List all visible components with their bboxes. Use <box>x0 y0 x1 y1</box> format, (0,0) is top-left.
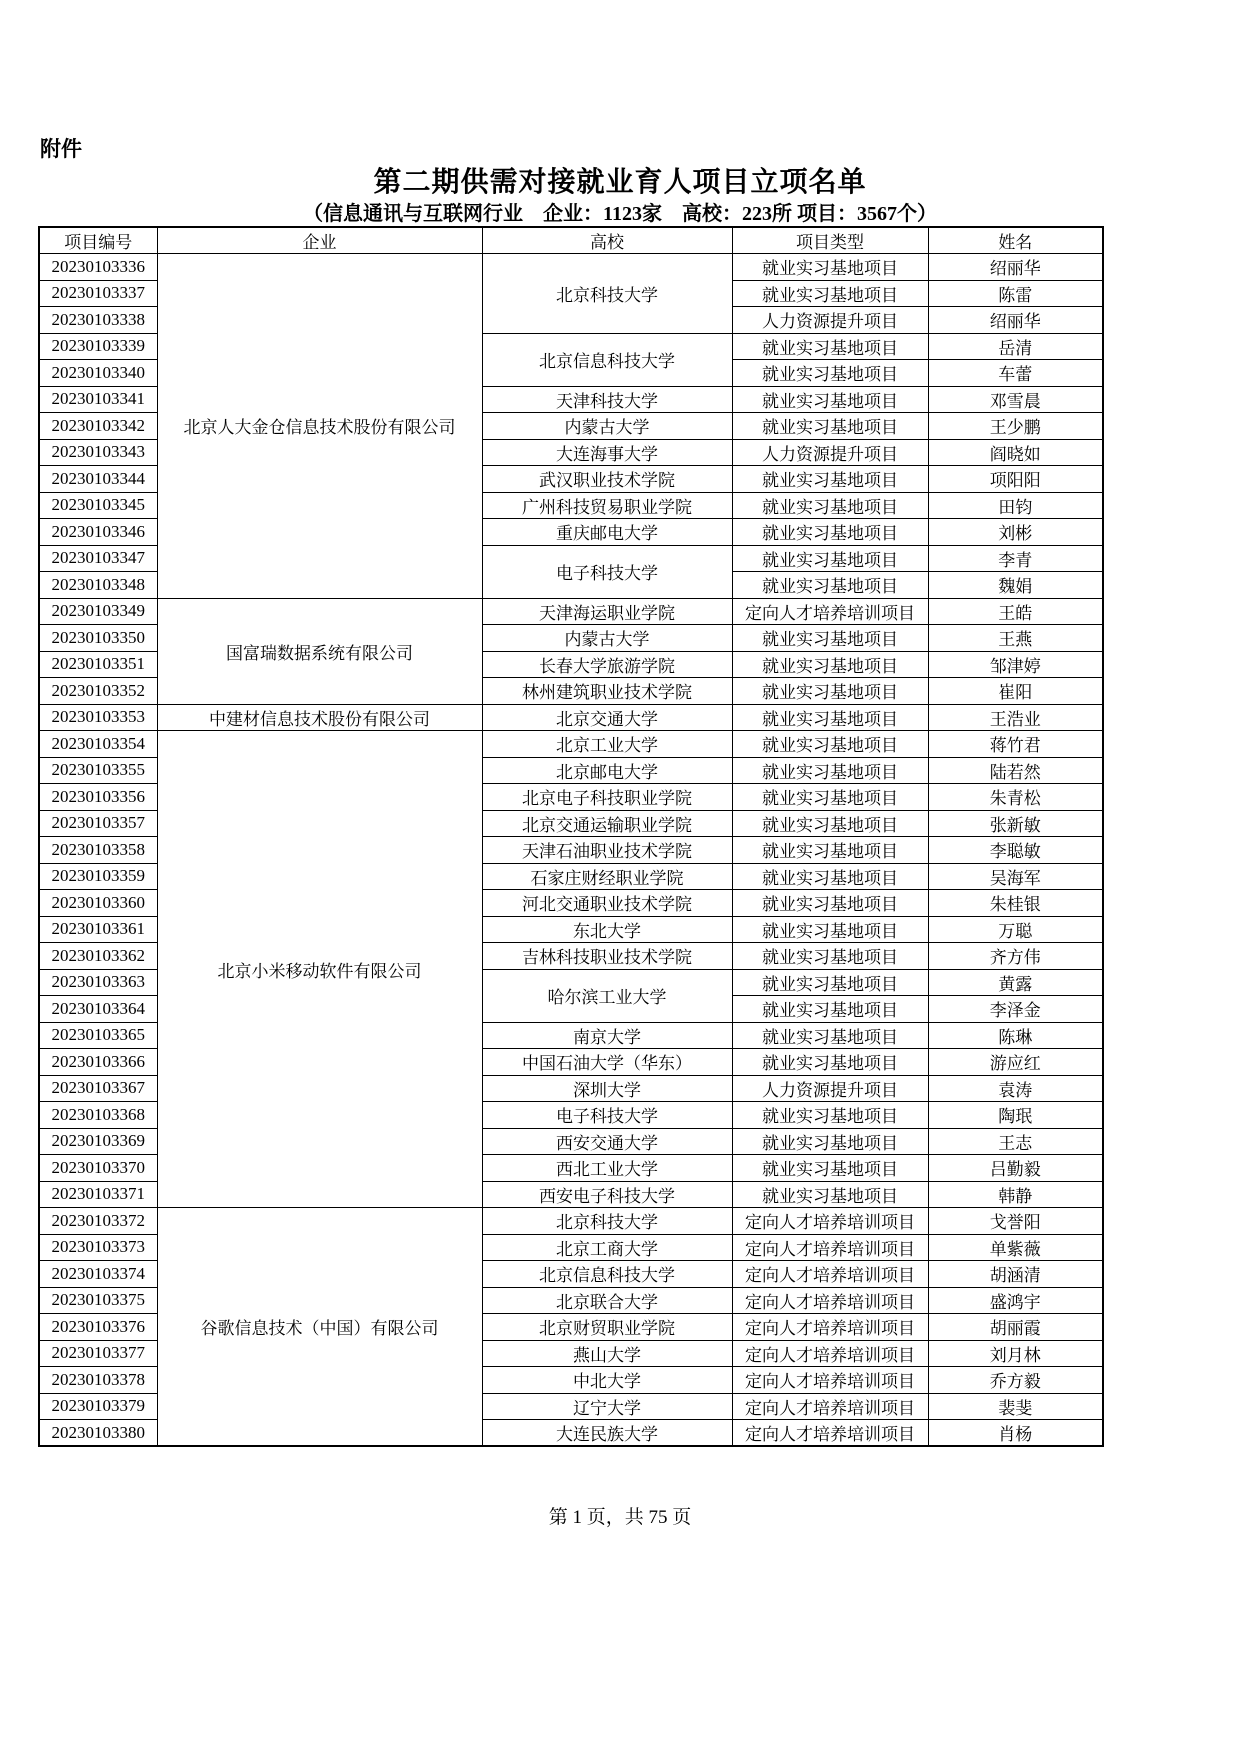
cell-project-type: 定向人才培养培训项目 <box>732 1367 928 1394</box>
cell-project-id: 20230103339 <box>39 333 157 360</box>
cell-project-id: 20230103356 <box>39 784 157 811</box>
cell-project-type: 定向人才培养培训项目 <box>732 1340 928 1367</box>
cell-project-type: 定向人才培养培训项目 <box>732 598 928 625</box>
cell-company: 中建材信息技术股份有限公司 <box>157 704 482 731</box>
cell-name: 阎晓如 <box>928 439 1103 466</box>
cell-school: 北京联合大学 <box>482 1287 732 1314</box>
cell-project-type: 就业实习基地项目 <box>732 360 928 387</box>
cell-school: 北京信息科技大学 <box>482 1261 732 1288</box>
cell-name: 邹津婷 <box>928 651 1103 678</box>
cell-project-id: 20230103364 <box>39 996 157 1023</box>
cell-school: 北京财贸职业学院 <box>482 1314 732 1341</box>
projects-table <box>38 226 1104 1447</box>
cell-name: 黄露 <box>928 969 1103 996</box>
cell-project-type: 就业实习基地项目 <box>732 969 928 996</box>
table-row <box>39 598 1103 625</box>
cell-project-type: 就业实习基地项目 <box>732 625 928 652</box>
cell-name: 单紫薇 <box>928 1234 1103 1261</box>
cell-project-type: 就业实习基地项目 <box>732 943 928 970</box>
cell-project-type: 就业实习基地项目 <box>732 1022 928 1049</box>
cell-school: 河北交通职业技术学院 <box>482 890 732 917</box>
cell-project-type: 就业实习基地项目 <box>732 572 928 599</box>
cell-project-type: 就业实习基地项目 <box>732 1049 928 1076</box>
cell-school: 北京交通大学 <box>482 704 732 731</box>
cell-project-type: 定向人才培养培训项目 <box>732 1287 928 1314</box>
cell-project-id: 20230103368 <box>39 1102 157 1129</box>
cell-project-id: 20230103365 <box>39 1022 157 1049</box>
cell-project-type: 定向人才培养培训项目 <box>732 1261 928 1288</box>
cell-name: 胡涵清 <box>928 1261 1103 1288</box>
cell-project-id: 20230103345 <box>39 492 157 519</box>
cell-project-type: 就业实习基地项目 <box>732 704 928 731</box>
cell-project-type: 就业实习基地项目 <box>732 333 928 360</box>
cell-name: 盛鸿宇 <box>928 1287 1103 1314</box>
table-header-row <box>39 227 1103 254</box>
cell-name: 胡丽霞 <box>928 1314 1103 1341</box>
cell-project-type: 就业实习基地项目 <box>732 254 928 281</box>
column-header: 项目编号 <box>39 227 157 254</box>
cell-school: 电子科技大学 <box>482 1102 732 1129</box>
cell-project-id: 20230103346 <box>39 519 157 546</box>
cell-company: 北京人大金仓信息技术股份有限公司 <box>157 254 482 599</box>
cell-school: 西安电子科技大学 <box>482 1181 732 1208</box>
cell-project-id: 20230103350 <box>39 625 157 652</box>
cell-school: 重庆邮电大学 <box>482 519 732 546</box>
cell-project-id: 20230103360 <box>39 890 157 917</box>
cell-name: 陆若然 <box>928 757 1103 784</box>
cell-project-type: 就业实习基地项目 <box>732 466 928 493</box>
cell-project-id: 20230103372 <box>39 1208 157 1235</box>
cell-project-type: 就业实习基地项目 <box>732 731 928 758</box>
cell-school: 哈尔滨工业大学 <box>482 969 732 1022</box>
cell-project-id: 20230103369 <box>39 1128 157 1155</box>
cell-name: 吕勤毅 <box>928 1155 1103 1182</box>
cell-company: 谷歌信息技术（中国）有限公司 <box>157 1208 482 1447</box>
cell-name: 岳清 <box>928 333 1103 360</box>
cell-name: 乔方毅 <box>928 1367 1103 1394</box>
cell-project-id: 20230103359 <box>39 863 157 890</box>
table-body <box>39 254 1103 1447</box>
cell-project-type: 就业实习基地项目 <box>732 996 928 1023</box>
cell-project-id: 20230103376 <box>39 1314 157 1341</box>
cell-school: 长春大学旅游学院 <box>482 651 732 678</box>
cell-name: 游应红 <box>928 1049 1103 1076</box>
table-row <box>39 731 1103 758</box>
cell-project-type: 就业实习基地项目 <box>732 492 928 519</box>
cell-name: 韩静 <box>928 1181 1103 1208</box>
column-header: 姓名 <box>928 227 1103 254</box>
cell-name: 王浩业 <box>928 704 1103 731</box>
cell-name: 李泽金 <box>928 996 1103 1023</box>
cell-name: 崔阳 <box>928 678 1103 705</box>
cell-project-id: 20230103373 <box>39 1234 157 1261</box>
cell-name: 车蕾 <box>928 360 1103 387</box>
cell-school: 石家庄财经职业学院 <box>482 863 732 890</box>
table-row <box>39 1208 1103 1235</box>
cell-project-type: 定向人才培养培训项目 <box>732 1234 928 1261</box>
cell-project-id: 20230103379 <box>39 1393 157 1420</box>
cell-name: 蒋竹君 <box>928 731 1103 758</box>
cell-school: 内蒙古大学 <box>482 413 732 440</box>
cell-project-id: 20230103377 <box>39 1340 157 1367</box>
cell-name: 王燕 <box>928 625 1103 652</box>
cell-name: 朱桂银 <box>928 890 1103 917</box>
cell-project-type: 就业实习基地项目 <box>732 1155 928 1182</box>
cell-school: 中国石油大学（华东） <box>482 1049 732 1076</box>
cell-school: 电子科技大学 <box>482 545 732 598</box>
cell-project-id: 20230103340 <box>39 360 157 387</box>
cell-school: 北京电子科技职业学院 <box>482 784 732 811</box>
cell-school: 辽宁大学 <box>482 1393 732 1420</box>
cell-school: 武汉职业技术学院 <box>482 466 732 493</box>
cell-project-id: 20230103370 <box>39 1155 157 1182</box>
page-number: 第 1 页，共 75 页 <box>548 1507 692 1528</box>
cell-name: 王少鹏 <box>928 413 1103 440</box>
cell-company: 北京小米移动软件有限公司 <box>157 731 482 1208</box>
cell-project-type: 就业实习基地项目 <box>732 810 928 837</box>
cell-name: 陈雷 <box>928 280 1103 307</box>
cell-project-type: 就业实习基地项目 <box>732 519 928 546</box>
cell-school: 中北大学 <box>482 1367 732 1394</box>
cell-project-id: 20230103344 <box>39 466 157 493</box>
cell-name: 绍丽华 <box>928 254 1103 281</box>
cell-project-id: 20230103353 <box>39 704 157 731</box>
cell-project-id: 20230103342 <box>39 413 157 440</box>
table-header <box>39 227 1103 254</box>
cell-project-id: 20230103366 <box>39 1049 157 1076</box>
cell-project-type: 就业实习基地项目 <box>732 1181 928 1208</box>
cell-project-type: 人力资源提升项目 <box>732 439 928 466</box>
table-row <box>39 704 1103 731</box>
cell-project-type: 就业实习基地项目 <box>732 280 928 307</box>
cell-project-id: 20230103362 <box>39 943 157 970</box>
cell-name: 魏娟 <box>928 572 1103 599</box>
column-header: 项目类型 <box>732 227 928 254</box>
cell-school: 北京工商大学 <box>482 1234 732 1261</box>
cell-project-id: 20230103351 <box>39 651 157 678</box>
cell-name: 陶珉 <box>928 1102 1103 1129</box>
cell-school: 北京邮电大学 <box>482 757 732 784</box>
cell-name: 王志 <box>928 1128 1103 1155</box>
attachment-label: 附件 <box>40 137 82 161</box>
cell-project-id: 20230103367 <box>39 1075 157 1102</box>
cell-project-id: 20230103354 <box>39 731 157 758</box>
cell-project-id: 20230103347 <box>39 545 157 572</box>
cell-school: 北京交通运输职业学院 <box>482 810 732 837</box>
cell-project-type: 定向人才培养培训项目 <box>732 1393 928 1420</box>
cell-school: 天津科技大学 <box>482 386 732 413</box>
cell-project-type: 就业实习基地项目 <box>732 863 928 890</box>
cell-project-id: 20230103371 <box>39 1181 157 1208</box>
cell-project-type: 定向人才培养培训项目 <box>732 1208 928 1235</box>
cell-project-id: 20230103380 <box>39 1420 157 1447</box>
cell-company: 国富瑞数据系统有限公司 <box>157 598 482 704</box>
cell-project-id: 20230103358 <box>39 837 157 864</box>
cell-project-id: 20230103375 <box>39 1287 157 1314</box>
cell-name: 张新敏 <box>928 810 1103 837</box>
table-row <box>39 254 1103 281</box>
cell-school: 深圳大学 <box>482 1075 732 1102</box>
cell-school: 天津海运职业学院 <box>482 598 732 625</box>
cell-project-type: 就业实习基地项目 <box>732 413 928 440</box>
cell-project-id: 20230103374 <box>39 1261 157 1288</box>
cell-project-id: 20230103341 <box>39 386 157 413</box>
cell-name: 李聪敏 <box>928 837 1103 864</box>
cell-school: 广州科技贸易职业学院 <box>482 492 732 519</box>
cell-project-type: 就业实习基地项目 <box>732 678 928 705</box>
cell-project-id: 20230103349 <box>39 598 157 625</box>
cell-school: 北京科技大学 <box>482 254 732 334</box>
cell-project-id: 20230103378 <box>39 1367 157 1394</box>
cell-name: 刘月林 <box>928 1340 1103 1367</box>
cell-project-type: 就业实习基地项目 <box>732 386 928 413</box>
cell-name: 袁涛 <box>928 1075 1103 1102</box>
cell-project-type: 就业实习基地项目 <box>732 784 928 811</box>
cell-project-type: 就业实习基地项目 <box>732 651 928 678</box>
column-header: 企业 <box>157 227 482 254</box>
cell-name: 戈誉阳 <box>928 1208 1103 1235</box>
cell-name: 裴斐 <box>928 1393 1103 1420</box>
cell-project-type: 就业实习基地项目 <box>732 890 928 917</box>
cell-project-type: 就业实习基地项目 <box>732 916 928 943</box>
cell-project-type: 就业实习基地项目 <box>732 757 928 784</box>
cell-school: 燕山大学 <box>482 1340 732 1367</box>
cell-school: 西安交通大学 <box>482 1128 732 1155</box>
cell-name: 王皓 <box>928 598 1103 625</box>
cell-school: 北京工业大学 <box>482 731 732 758</box>
cell-project-id: 20230103348 <box>39 572 157 599</box>
cell-name: 万聪 <box>928 916 1103 943</box>
cell-project-type: 定向人才培养培训项目 <box>732 1420 928 1447</box>
cell-name: 肖杨 <box>928 1420 1103 1447</box>
cell-school: 东北大学 <box>482 916 732 943</box>
cell-school: 大连海事大学 <box>482 439 732 466</box>
cell-name: 绍丽华 <box>928 307 1103 334</box>
cell-project-type: 就业实习基地项目 <box>732 1102 928 1129</box>
cell-project-type: 人力资源提升项目 <box>732 1075 928 1102</box>
cell-name: 齐方伟 <box>928 943 1103 970</box>
cell-name: 邓雪晨 <box>928 386 1103 413</box>
cell-name: 田钧 <box>928 492 1103 519</box>
column-header: 高校 <box>482 227 732 254</box>
cell-project-id: 20230103361 <box>39 916 157 943</box>
cell-school: 天津石油职业技术学院 <box>482 837 732 864</box>
cell-project-id: 20230103338 <box>39 307 157 334</box>
cell-school: 南京大学 <box>482 1022 732 1049</box>
cell-project-type: 就业实习基地项目 <box>732 545 928 572</box>
cell-project-id: 20230103336 <box>39 254 157 281</box>
cell-name: 朱青松 <box>928 784 1103 811</box>
cell-project-id: 20230103337 <box>39 280 157 307</box>
cell-school: 吉林科技职业技术学院 <box>482 943 732 970</box>
cell-name: 刘彬 <box>928 519 1103 546</box>
cell-project-type: 就业实习基地项目 <box>732 1128 928 1155</box>
cell-school: 内蒙古大学 <box>482 625 732 652</box>
cell-name: 吴海军 <box>928 863 1103 890</box>
cell-name: 陈琳 <box>928 1022 1103 1049</box>
cell-name: 项阳阳 <box>928 466 1103 493</box>
cell-project-type: 人力资源提升项目 <box>732 307 928 334</box>
cell-project-id: 20230103352 <box>39 678 157 705</box>
cell-name: 李青 <box>928 545 1103 572</box>
cell-project-id: 20230103363 <box>39 969 157 996</box>
cell-project-id: 20230103343 <box>39 439 157 466</box>
cell-school: 北京信息科技大学 <box>482 333 732 386</box>
page-subtitle: （信息通讯与互联网行业 企业：1123家 高校：223所 项目：3567个） <box>303 203 937 225</box>
cell-school: 大连民族大学 <box>482 1420 732 1447</box>
cell-project-type: 就业实习基地项目 <box>732 837 928 864</box>
cell-project-id: 20230103355 <box>39 757 157 784</box>
cell-project-type: 定向人才培养培训项目 <box>732 1314 928 1341</box>
page-title: 第二期供需对接就业育人项目立项名单 <box>373 167 867 198</box>
cell-school: 北京科技大学 <box>482 1208 732 1235</box>
cell-school: 西北工业大学 <box>482 1155 732 1182</box>
cell-project-id: 20230103357 <box>39 810 157 837</box>
cell-school: 林州建筑职业技术学院 <box>482 678 732 705</box>
